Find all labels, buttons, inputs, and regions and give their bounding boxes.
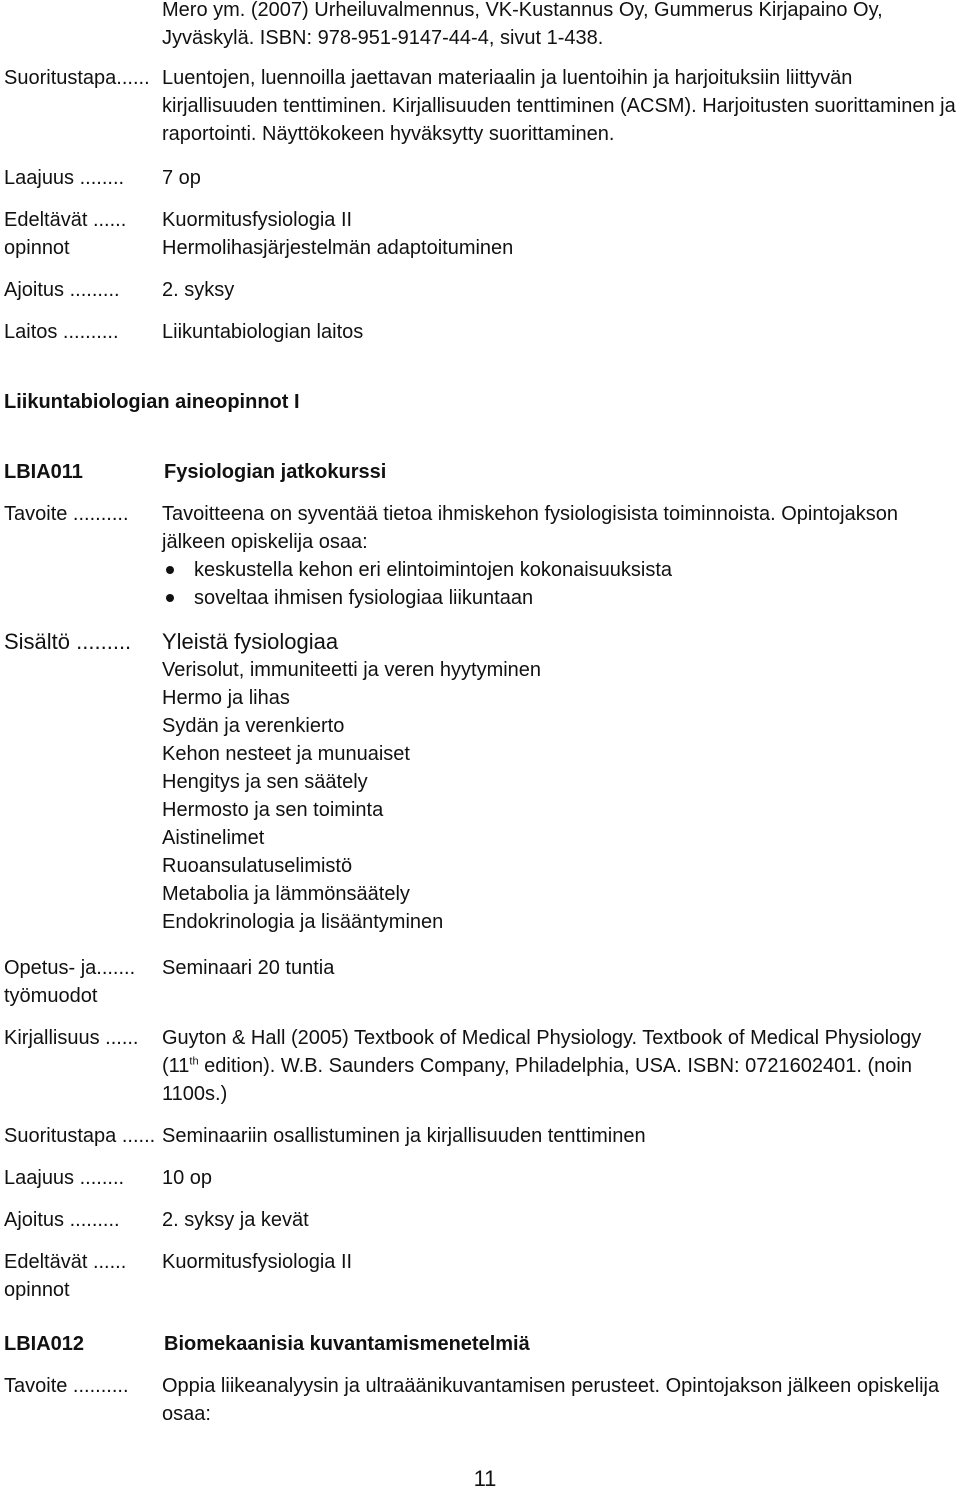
list-item: soveltaa ihmisen fysiologiaa liikuntaan <box>162 584 936 612</box>
list-item: Hengitys ja sen säätely <box>162 771 368 793</box>
course-title: Fysiologian jatkokurssi <box>164 461 387 483</box>
edeltavat-value: Kuormitusfysiologia II <box>162 1251 353 1273</box>
list-item: Hermosto ja sen toiminta <box>162 799 384 821</box>
kirjallisuus-label: Kirjallisuus ...... <box>4 1027 139 1049</box>
list-item: Kehon nesteet ja munuaiset <box>162 743 410 765</box>
list-item: Metabolia ja lämmönsäätely <box>162 883 410 905</box>
bullet-icon <box>166 594 174 602</box>
sisalto-value: Yleistä fysiologiaa Verisolut, immuniteetti ja veren hyytyminen Hermo ja lihas Sydän ja verenkierto Kehon nesteet ja munuaiset Hengitys ja sen säätely Hermosto ja sen toiminta Aistinelimet Ruoansulatuselimistö Metabolia ja lämmönsäätely Endokrinologia ja lisääntyminen <box>162 628 936 936</box>
laajuus-label: Laajuus ........ <box>4 1167 125 1189</box>
tavoite-value: Oppia liikeanalyysin ja ultraäänikuvantamisen perusteet. Opintojakson jälkeen opiskelija osaa: <box>162 1375 940 1425</box>
suoritustapa-label: Suoritustapa...... <box>4 67 150 89</box>
bullet-icon <box>166 566 174 574</box>
suoritustapa-value: Seminaariin osallistuminen ja kirjallisuuden tenttiminen <box>162 1125 646 1147</box>
laajuus-value: 10 op <box>162 1167 213 1189</box>
course-code: LBIA011 <box>4 461 83 483</box>
kirjallisuus-value: Guyton & Hall (2005) Textbook of Medical Physiology. Textbook of Medical Physiology (11th edition). W.B. Saunders Company, Philadelphia, USA. ISBN: 0721602401. (noin 1100s.) <box>162 1027 922 1105</box>
laitos-label: Laitos .......... <box>4 321 119 343</box>
laajuus-label: Laajuus ........ <box>4 167 125 189</box>
edeltavat-label: Edeltävät ...... opinnot <box>4 209 127 259</box>
laitos-value: Liikuntabiologian laitos <box>162 321 364 343</box>
course-code: LBIA012 <box>4 1333 85 1355</box>
tavoite-label: Tavoite .......... <box>4 503 129 525</box>
list-item: Endokrinologia ja lisääntyminen <box>162 911 444 933</box>
list-item: Ruoansulatuselimistö <box>162 855 353 877</box>
list-item: keskustella kehon eri elintoimintojen kokonaisuuksista <box>162 556 936 584</box>
ajoitus-label: Ajoitus ......... <box>4 1209 120 1231</box>
page-number: 11 <box>473 1466 497 1491</box>
reference-text: Mero ym. (2007) Urheiluvalmennus, VK-Kustannus Oy, Gummerus Kirjapaino Oy, Jyväskylä. ISBN: 978-951-9147-44-4, sivut 1-438. <box>162 0 883 49</box>
course-title: Biomekaanisia kuvantamismenetelmiä <box>164 1333 530 1355</box>
edeltavat-value: Kuormitusfysiologia II Hermolihasjärjestelmän adaptoituminen <box>162 209 514 259</box>
opetus-value: Seminaari 20 tuntia <box>162 957 335 979</box>
ajoitus-value: 2. syksy ja kevät <box>162 1209 309 1231</box>
list-item: Aistinelimet <box>162 827 265 849</box>
sisalto-label: Sisältö ......... <box>4 629 132 654</box>
ajoitus-value: 2. syksy <box>162 279 235 301</box>
tavoite-label: Tavoite .......... <box>4 1375 129 1397</box>
tavoite-value: Tavoitteena on syventää tietoa ihmiskehon fysiologisista toiminnoista. Opintojakson jälkeen opiskelija osaa: keskustella kehon eri elintoimintojen kokonaisuuksista soveltaa ihmisen fysiologiaa liikuntaan <box>162 500 936 612</box>
suoritustapa-label: Suoritustapa ...... <box>4 1125 156 1147</box>
list-item: Hermo ja lihas <box>162 687 290 709</box>
ajoitus-label: Ajoitus ......... <box>4 279 120 301</box>
list-item: Sydän ja verenkierto <box>162 715 345 737</box>
suoritustapa-value: Luentojen, luennoilla jaettavan materiaalin ja luentoihin ja harjoituksiin liittyvän kirjallisuuden tenttiminen. Kirjallisuuden tenttiminen (ACSM). Harjoitusten suorittaminen ja raportointi. Näyttökokeen hyväksytty suorittaminen. <box>162 67 956 145</box>
list-item: Verisolut, immuniteetti ja veren hyytyminen <box>162 659 542 681</box>
laajuus-value: 7 op <box>162 167 201 189</box>
section-title: Liikuntabiologian aineopinnot I <box>4 391 300 413</box>
edeltavat-label: Edeltävät ...... opinnot <box>4 1251 127 1301</box>
opetus-label: Opetus- ja....... työmuodot <box>4 957 136 1007</box>
